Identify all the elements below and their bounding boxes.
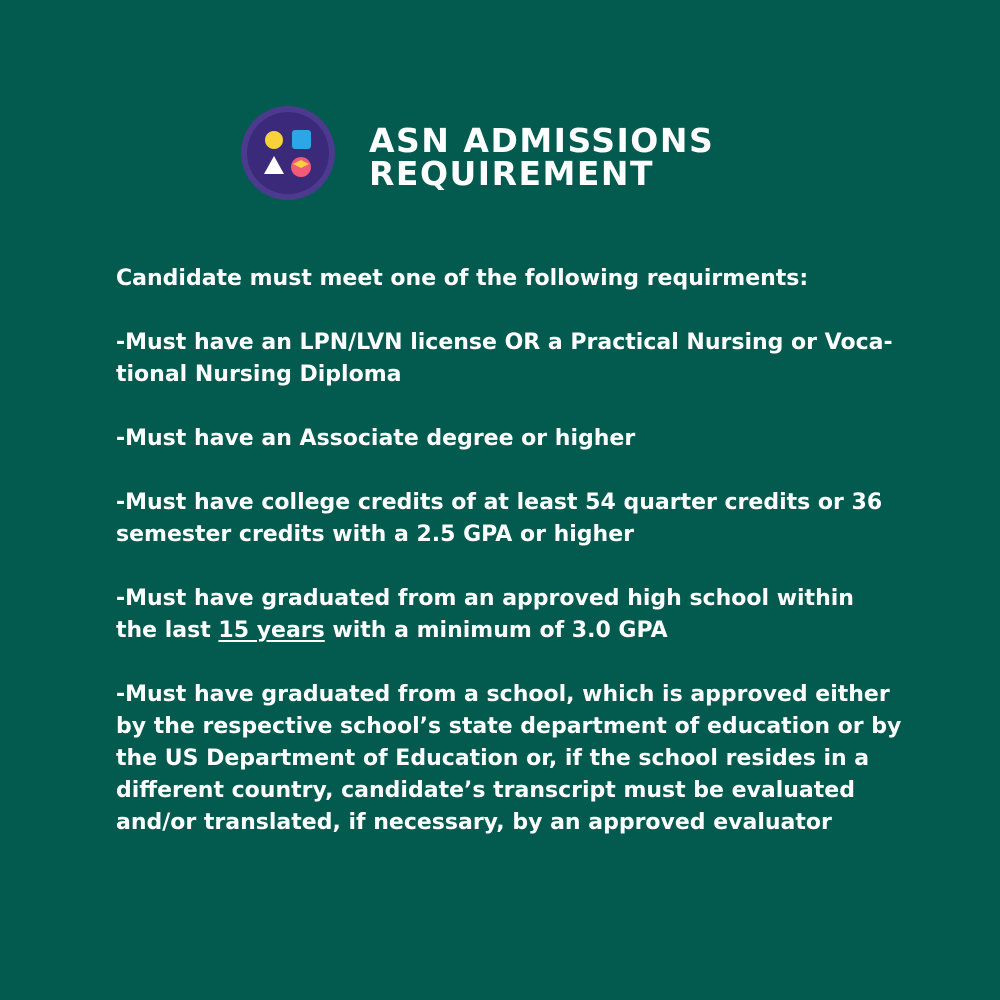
requirement-item-4-line-2-post: with a minimum of 3.0 GPA	[324, 618, 668, 643]
shapes-icon	[241, 106, 335, 200]
title-line-2: REQUIREMENT	[369, 154, 655, 193]
page-title	[369, 121, 715, 193]
requirement-item-5-line-2: by the respective school’s state department of education or by	[116, 714, 902, 739]
requirements-content	[116, 263, 916, 839]
requirement-item-5-line-4: different country, candidate’s transcript must be evaluated	[116, 778, 855, 803]
intro-text: Candidate must meet one of the following requirments:	[116, 266, 809, 291]
requirement-item-1	[116, 327, 916, 391]
requirement-item-5-line-1: -Must have graduated from a school, which is approved either	[116, 682, 890, 707]
logo-circle	[247, 112, 329, 194]
requirement-item-2: -Must have an Associate degree or higher	[116, 426, 636, 451]
header	[241, 106, 761, 202]
requirement-item-3-line-2: semester credits with a 2.5 GPA or higher	[116, 522, 634, 547]
circle-shape-icon	[265, 131, 283, 149]
requirement-item-3	[116, 487, 916, 551]
underlined-years: 15 years	[218, 618, 325, 643]
requirement-item-5-line-5: and/or translated, if necessary, by an approved evaluator	[116, 810, 832, 835]
requirement-item-4	[116, 583, 916, 647]
requirement-item-1-line-1: -Must have an LPN/LVN license OR a Practical Nursing or Voca-	[116, 330, 893, 355]
title-line-1: ASN ADMISSIONS	[369, 121, 715, 160]
requirement-item-4-line-2-pre: the last	[116, 618, 219, 643]
requirement-item-5	[116, 679, 916, 839]
requirement-item-4-line-1: -Must have graduated from an approved high school within	[116, 586, 854, 611]
requirement-item-3-line-1: -Must have college credits of at least 54 quarter credits or 36	[116, 490, 883, 515]
square-shape-icon	[292, 130, 311, 149]
requirement-item-5-line-3: the US Department of Education or, if the school resides in a	[116, 746, 870, 771]
requirement-item-1-line-2: tional Nursing Diploma	[116, 362, 402, 387]
